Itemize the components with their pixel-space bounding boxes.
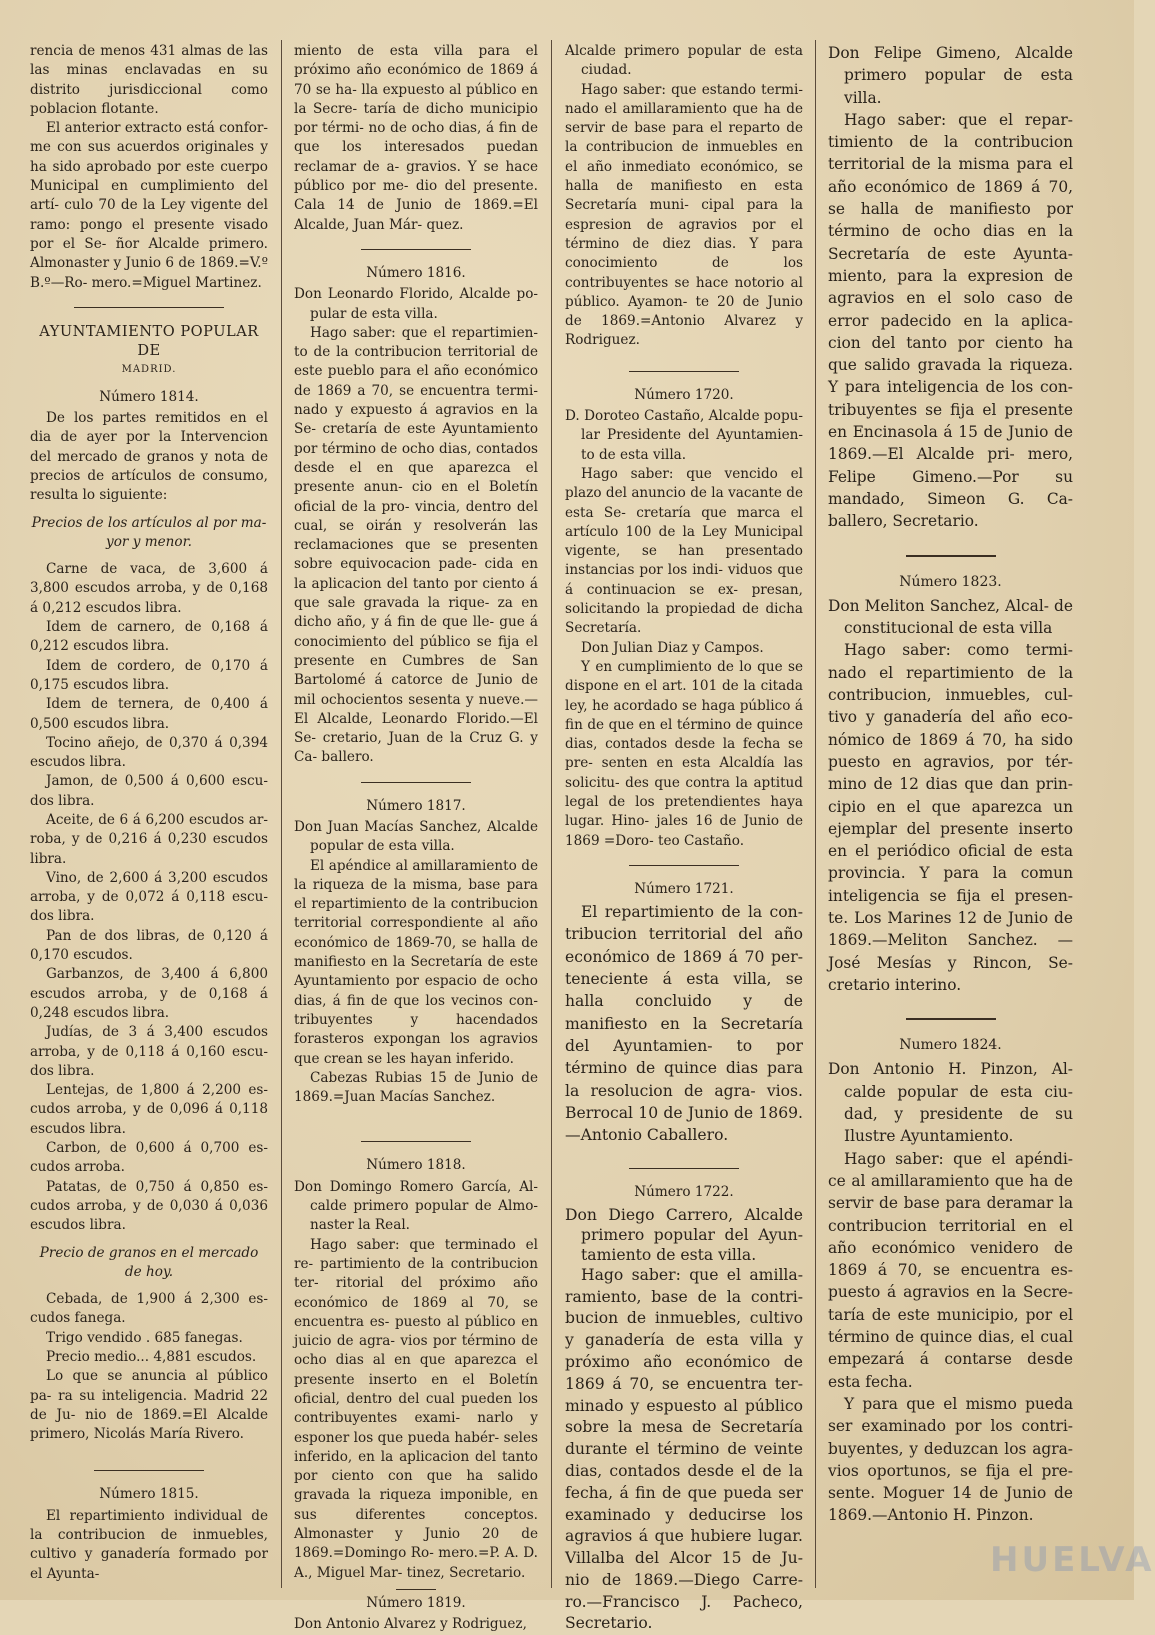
column-4 [828, 42, 1073, 1592]
column-3 [565, 42, 803, 1633]
price-item: Lentejas, de 1,800 á 2,200 es- cudos arroba, y de 0,096 á 0,118 escudos libra. [30, 1082, 268, 1137]
paragraph: El repartimiento individual de la contribucion de inmuebles, cultivo y ganadería formado por el Ayunta- [30, 1507, 268, 1582]
notice-number: Número 1721. [634, 880, 734, 897]
price-item: Jamon, de 0,500 á 0,600 escu- dos libra. [30, 773, 268, 809]
price-item: Idem de ternera, de 0,400 á 0,500 escudos libra. [30, 696, 268, 732]
notice-heading: Alcalde primero popular de esta ciudad. [565, 43, 803, 79]
separator [906, 1018, 996, 1020]
notice-heading: Don Domingo Romero García, Al- calde primero popular de Almo- naster la Real. [294, 1178, 538, 1234]
grain-item: Precio medio... 4,881 escudos. [46, 1349, 257, 1365]
subheading: Precios de los artículos al por ma- yor y menor. [31, 514, 267, 550]
price-item: Pan de dos libras, de 0,120 á 0,170 escudos. [30, 927, 268, 964]
price-item: Garbanzos, de 3,400 á 6,800 escudos arroba, y de 0,168 á 0,248 escudos libra. [30, 966, 268, 1021]
separator [629, 865, 739, 866]
paragraph: Hago saber: que el amilla- ramiento, base de la contri- bucion de inmuebles, cultivo y ganadería de esta villa y próximo año económico de 1869 á 70, se encuentra ter- minado y espuesto al público sobre la mesa de Secretaría durante el término de veinte dias, contados desde el de la fecha, á fin de que pueda ser examinado y deducirse los agravios á que hubiere lugar. Villalba del Alcor 15 de Ju- nio de 1869.—Diego Carre- ro.—Francisco J. Pacheco, Secretario. [565, 1265, 803, 1633]
column-rule [815, 40, 816, 1588]
paragraph: Y para que el mismo pueda ser examinado por los contri- buyentes, y deduzcan los agra- vios oportunos, se fija el pre- sente. Moguer 14 de Junio de 1869.—Antonio H. Pinzon. [828, 1394, 1073, 1525]
notice-number: Numero 1824. [899, 1037, 1002, 1054]
archive-watermark: HUELVA [990, 1540, 1155, 1580]
notice-number: Número 1818. [366, 1157, 466, 1174]
notice-number: Número 1819. [366, 1594, 466, 1611]
paragraph: El apéndice al amillaramiento de la riqueza de la misma, base para el repartimiento de la contribucion territorial correspondiente al año económico de 1869-70, se halla de manifiesto en la Secretaría de este Ayuntamiento por espacio de ocho dias, á fin de que los vecinos con- tribuyentes y hacendados forasteros expongan los agravios que crean se les hayan inferido. [294, 857, 538, 1067]
separator [361, 782, 471, 783]
continued-text: rencia de menos 431 almas de las las minas enclavadas en su distrito jurisdiccional como poblacion flotante. [30, 43, 268, 117]
notice-heading: Don Antonio H. Pinzon, Al- calde popular de esta ciu- dad, y presidente de su Ilustre Ayuntamiento. [828, 1060, 1073, 1146]
paragraph: Hago saber: que terminado el re- partimiento de la contribucion ter- ritorial del próximo año económico de 1869 al 70, se encuentra es- puesto al público en juicio de agra- vios por término de ocho dias al en que aparezca el presente inserto en el Boletín oficial, dentro del cual pueden los contribuyentes exami- narlo y esponer los que pueda habér- seles inferido, en la aplicacion del tanto por ciento con que ha salido gravada la riqueza imponible, en sus diferentes conceptos. Almonaster y Junio 20 de 1869.=Domingo Ro- mero.=P. A. D. A., Miguel Mar- tinez, Secretario. [294, 1236, 538, 1581]
candidate-name: Don Julian Diaz y Campos. [581, 639, 764, 656]
notice-number: Número 1814. [99, 388, 199, 405]
paragraph: De los partes remitidos en el dia de ayer por la Intervencion del mercado de granos y nota de precios de artículos de consumo, resulta lo siguiente: [30, 410, 268, 504]
column-1 [30, 42, 268, 1592]
notice-number: Número 1722. [634, 1184, 734, 1201]
notice-heading: Don Meliton Sanchez, Alcal- de constitucional de esta villa [828, 596, 1073, 638]
price-item: Judías, de 3 á 3,400 escudos arroba, y de 0,118 á 0,160 escu- dos libra. [30, 1024, 268, 1079]
separator [629, 1168, 739, 1169]
notice-number: Número 1823. [899, 573, 1002, 590]
notice-heading: Don Juan Macías Sanchez, Alcalde popular de esta villa. [294, 818, 538, 855]
separator [906, 555, 996, 557]
notice-heading: D. Doroteo Castaño, Alcalde popu- lar Presidente del Ayuntamien- to de esta villa. [565, 408, 803, 463]
paragraph: Hago saber: que el repartimien- to de la contribucion territorial de este pueblo para el año económico de 1869 a 70, se encuentra termi- nado y expuesto á agravios en la Se- cretaría de este Ayuntamiento por término de ocho dias, contados desde el en que aparezca el presente anun- cio en el Boletín oficial de la pro- vincia, dentro del cual, se oirán y resolverán las reclamaciones que se presenten sobre equivocacion pade- cida en la aplicacion del tanto por ciento á que sale gravada la rique- za en dicho año, y á fin de que lle- gue á conocimiento del público se fija el presente en Cumbres de San Bartolomé á catorce de Junio de mil ochocientos sesenta y nueve.—El Alcalde, Leonardo Florido.—El Se- cretario, Juan de la Cruz G. y Ca- ballero. [294, 324, 538, 766]
paragraph: Cabezas Rubias 15 de Junio de 1869.=Juan Macías Sanchez. [294, 1069, 538, 1106]
paragraph: Y en cumplimiento de lo que se dispone en el art. 101 de la citada ley, he acordado se haga público á fin de que en el término de quince dias, contados desde la fecha se pre- senten en esta Alcaldía las solicitu- des que contra la aptitud legal de los pretendientes haya lugar. Hino- jales 16 de Junio de 1869 =Doro- teo Castaño. [565, 658, 803, 849]
notice-number: Número 1817. [366, 797, 466, 814]
paragraph: Hago saber: que el apéndi- ce al amillaramiento que ha de servir de base para deramar la contribucion territorial en el año económico venidero de 1869 á 70, se encuentra es- puesto á agravios en la Secre- taría de este municipio, por el término de quince dias, el cual empezará á contarse desde esta fecha. [828, 1149, 1073, 1391]
column-rule [281, 40, 282, 1588]
price-item: Idem de cordero, de 0,170 á 0,175 escudos libra. [30, 657, 268, 693]
price-item: Aceite, de 6 á 6,200 escudos ar- roba, y de 0,216 á 0,230 escudos libra. [30, 811, 268, 867]
continued-text: miento de esta villa para el próximo año económico de 1869 á 70 se ha- lla expuesto al público en la Secre- taría de dicho municipio por térmi- no de ocho dias, á fin de que los interesados puedan reclamar de a- gravios. Y se hace público por me- dio del presente. Cala 14 de Junio de 1869.=El Alcalde, Juan Már- quez. [294, 43, 538, 233]
price-item: Vino, de 2,600 á 3,200 escudos arroba, y de 0,072 á 0,118 escu- dos libra. [30, 869, 268, 925]
separator [361, 249, 471, 250]
paragraph: Hago saber: que el repar- timiento de la contribucion territorial de la misma para el año económico de 1869 á 70, se halla de manifiesto por término de ocho dias en la Secretaría de este Ayunta- miento, para la expresion de agravios en el solo caso de error padecido en la aplica- cion del tanto por ciento ha que salido gravada la riqueza. Y para inteligencia de los con- tribuyentes se fija el presente en Encinasola á 15 de Junio de 1869.—El Alcalde pri- mero, Felipe Gimeno.—Por su mandado, Simeon G. Ca- ballero, Secretario. [828, 110, 1073, 531]
separator [74, 307, 224, 308]
price-item: Tocino añejo, de 0,370 á 0,394 escudos libra. [30, 734, 268, 771]
separator [94, 1470, 204, 1471]
paragraph: Hago saber: que estando termi- nado el amillaramiento que ha de servir de base para el reparto de la contribucion de inmuebles en el año inmediato económico, se halla de manifiesto en esta Secretaría muni- cipal para la espresion de agravios por el término de diez dias. Y para conocimiento de los contribuyentes se hace notorio al público. Ayamon- te 20 de Junio de 1869.=Antonio Alvarez y Rodriguez. [565, 81, 803, 349]
paragraph: El anterior extracto está confor- me con sus acuerdos originales y ha sido aprobado por este cuerpo Municipal en cumplimiento del artí- culo 70 de la Ley vigente del ramo: pongo el presente visado por el Se- ñor Alcalde primero. Almonaster y Junio 6 de 1869.=V.º B.º—Ro- mero.=Miguel Martinez. [30, 120, 268, 291]
paragraph: Lo que se anuncia al público pa- ra su inteligencia. Madrid 22 de Ju- nio de 1869.=El Alcalde primero, Nicolás María Rivero. [30, 1368, 268, 1443]
section-title: AYUNTAMIENTO POPULAR DE [39, 322, 259, 360]
notice-heading: Don Diego Carrero, Alcalde primero popular del Ayun- tamiento de esta villa. [565, 1205, 803, 1264]
price-item: Patatas, de 0,750 á 0,850 es- cudos arroba, y de 0,030 á 0,036 escudos libra. [30, 1178, 268, 1234]
price-item: Carne de vaca, de 3,600 á 3,800 escudos arroba, y de 0,168 á 0,212 escudos libra. [30, 561, 268, 616]
grain-item: Trigo vendido . 685 fanegas. [46, 1329, 243, 1346]
notice-number: Número 1816. [366, 264, 466, 281]
paragraph: Hago saber: que vencido el plazo del anuncio de la vacante de esta Se- cretaría que marca el artículo 100 de la Ley Municipal vigente, se han presentado instancias por los indi- viduos que á continuacion se ex- presan, solicitando la propiedad de dicha Secretaría. [565, 465, 803, 637]
paragraph: Hago saber: como termi- nado el repartimiento de la contribucion, inmuebles, cul- tivo y ganadería del año eco- nómico de 1869 á 70, ha sido puesto en agravios, por tér- mino de 12 dias que dan prin- cipio en el que aparezca un ejemplar del presente inserto en el periódico oficial de esta provincia. Y para la comun inteligencia se fija el presen- te. Los Marines 12 de Junio de 1869.—Meliton Sanchez. —José Mesías y Rincon, Se- cretario interino. [828, 641, 1073, 994]
section-subtitle: MADRID. [121, 364, 177, 376]
notice-heading: Don Antonio Alvarez y Rodriguez, [294, 1616, 527, 1633]
paragraph: El repartimiento de la con- tribucion territorial del año económico de 1869 á 70 per- teneciente á esta villa, se halla concluido y de manifiesto en la Secretaría del Ayuntamien- to por término de quince dias para la resolucion de agra- vios. Berrocal 10 de Junio de 1869.—Antonio Caballero. [565, 903, 803, 1145]
price-item: Idem de carnero, de 0,168 á 0,212 escudos libra. [30, 619, 268, 655]
subheading: Precio de granos en el mercado de hoy. [39, 1244, 259, 1280]
separator [629, 371, 739, 372]
notice-number: Número 1720. [634, 386, 734, 403]
column-2 [294, 42, 538, 1633]
separator [361, 1141, 471, 1142]
price-list [30, 560, 268, 1235]
separator [396, 1589, 436, 1590]
grain-item: Cebada, de 1,900 á 2,300 es- cudos fanega. [30, 1291, 268, 1327]
notice-number: Número 1815. [99, 1486, 199, 1503]
notice-heading: Don Leonardo Florido, Alcalde po- pular de esta villa. [294, 286, 538, 322]
column-rule [551, 40, 552, 1588]
notice-heading: Don Felipe Gimeno, Alcalde primero popular de esta villa. [828, 44, 1073, 107]
price-item: Carbon, de 0,600 á 0,700 es- cudos arroba. [30, 1140, 268, 1176]
